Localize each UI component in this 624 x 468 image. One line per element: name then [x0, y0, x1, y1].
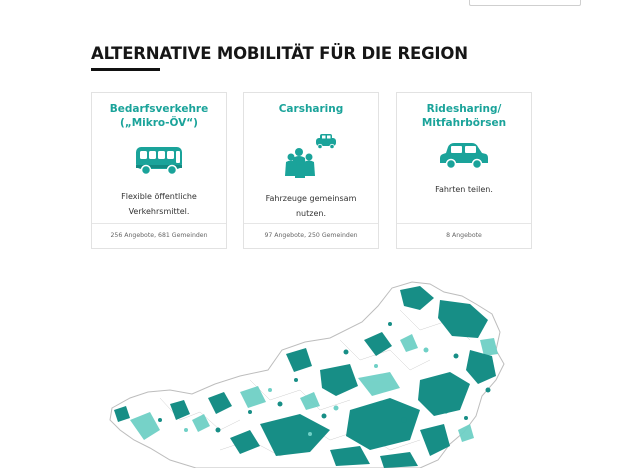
bus-icon	[92, 141, 226, 181]
card-bedarfsverkehre[interactable]	[91, 92, 227, 249]
search-input[interactable]	[469, 0, 581, 6]
card-footer: 8 Angebote	[397, 223, 531, 248]
card-carsharing[interactable]	[243, 92, 379, 249]
card-footer: 97 Angebote, 250 Gemeinden	[244, 223, 378, 248]
card-title: Carsharing	[278, 103, 344, 115]
card-description: Flexible öffentliche Verkehrsmittel.	[121, 192, 197, 216]
card-ridesharing[interactable]	[396, 92, 532, 249]
card-footer: 256 Angebote, 681 Gemeinden	[92, 223, 226, 248]
car-icon	[397, 139, 531, 173]
people-car-icon	[244, 131, 378, 181]
card-title: Ridesharing/ Mitfahrbörsen	[421, 103, 507, 129]
title-underline	[91, 68, 160, 71]
card-description: Fahrzeuge gemeinsam nutzen.	[265, 194, 357, 218]
card-title: Bedarfsverkehre („Mikro-ÖV“)	[109, 103, 209, 129]
austria-map[interactable]	[100, 280, 520, 468]
card-description: Fahrten teilen.	[435, 185, 493, 194]
section-title: ALTERNATIVE MOBILITÄT FÜR DIE REGION	[91, 44, 468, 63]
